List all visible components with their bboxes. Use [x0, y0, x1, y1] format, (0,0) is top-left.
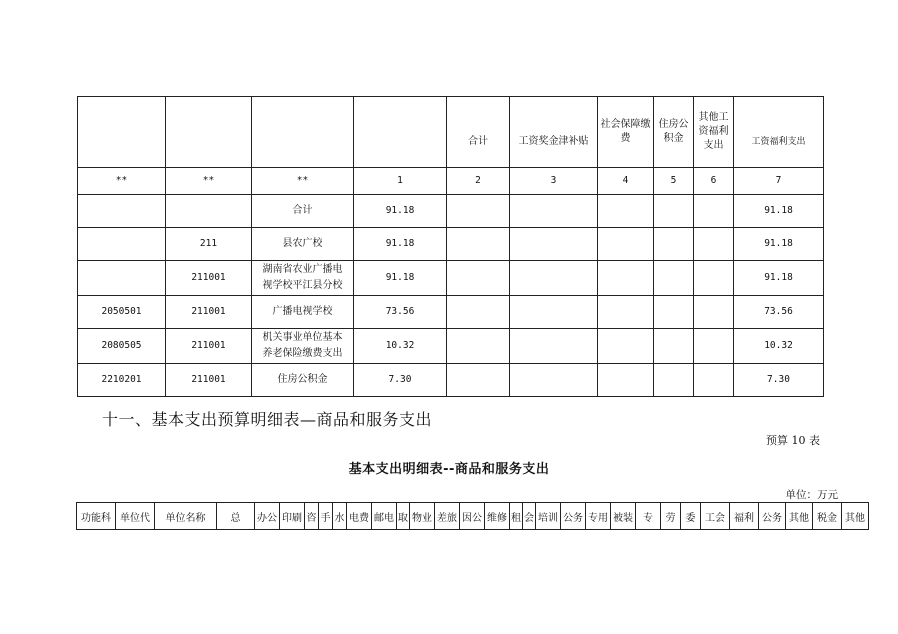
table-cell — [654, 296, 694, 329]
table-cell — [510, 329, 598, 364]
table-cell — [510, 261, 598, 296]
table-cell — [447, 261, 510, 296]
table-header-row — [77, 503, 869, 530]
table-row — [78, 329, 824, 364]
table-cell — [78, 195, 166, 228]
header-cell: 公务 — [561, 503, 586, 530]
header-cell: 税金 — [813, 503, 842, 530]
header-cell — [252, 97, 354, 168]
header-cell: 水 — [333, 503, 347, 530]
index-cell: 2 — [447, 168, 510, 195]
table-cell: 10.32 — [734, 329, 824, 364]
header-cell: 电费 — [347, 503, 372, 530]
table-cell: 7.30 — [354, 364, 447, 397]
page-title: 基本支出明细表--商品和服务支出 — [348, 462, 550, 477]
table-cell — [166, 195, 252, 228]
table-cell: 2210201 — [78, 364, 166, 397]
table-cell — [510, 228, 598, 261]
index-cell: 7 — [734, 168, 824, 195]
index-cell: ** — [166, 168, 252, 195]
table-row — [78, 261, 824, 296]
table-cell: 91.18 — [354, 195, 447, 228]
table-cell — [654, 261, 694, 296]
header-cell: 印刷 — [280, 503, 305, 530]
index-cell: 5 — [654, 168, 694, 195]
table-cell: 91.18 — [734, 195, 824, 228]
table-cell — [598, 329, 654, 364]
header-cell: 单位名称 — [155, 503, 217, 530]
header-cell: 委 — [681, 503, 701, 530]
header-cell: 专用 — [586, 503, 611, 530]
table-cell: 91.18 — [734, 228, 824, 261]
table-cell — [447, 364, 510, 397]
header-cell: 社会保障缴费 — [598, 97, 654, 168]
index-cell: ** — [78, 168, 166, 195]
column-index-row — [78, 168, 824, 195]
table-row — [78, 228, 824, 261]
header-cell: 邮电 — [372, 503, 397, 530]
goods-services-table — [76, 502, 869, 530]
table-cell — [510, 296, 598, 329]
header-cell: 合计 — [447, 97, 510, 168]
table-cell — [78, 228, 166, 261]
header-cell: 手 — [319, 503, 333, 530]
table-cell — [598, 228, 654, 261]
header-cell: 物业 — [410, 503, 435, 530]
table-row — [78, 364, 824, 397]
header-cell: 取 — [397, 503, 410, 530]
table-cell: 73.56 — [354, 296, 447, 329]
table-cell — [447, 296, 510, 329]
table-cell: 广播电视学校 — [252, 296, 354, 329]
header-cell: 工资福利支出 — [734, 97, 824, 168]
index-cell: 4 — [598, 168, 654, 195]
table-cell: 10.32 — [354, 329, 447, 364]
table-cell — [694, 296, 734, 329]
table-cell — [694, 329, 734, 364]
table-cell: 211001 — [166, 364, 252, 397]
header-cell: 因公 — [460, 503, 485, 530]
table-cell — [598, 195, 654, 228]
index-cell: 3 — [510, 168, 598, 195]
table-cell: 91.18 — [734, 261, 824, 296]
table-header-row — [78, 97, 824, 168]
table-cell — [598, 296, 654, 329]
table-cell: 91.18 — [354, 261, 447, 296]
header-cell: 其他 — [786, 503, 813, 530]
header-cell: 其他 — [842, 503, 869, 530]
header-cell: 劳 — [661, 503, 681, 530]
header-cell: 功能科 — [77, 503, 116, 530]
header-cell: 专 — [636, 503, 661, 530]
table-cell — [694, 195, 734, 228]
section-title: 十一、基本支出预算明细表—商品和服务支出 — [102, 410, 433, 429]
index-cell: ** — [252, 168, 354, 195]
table-cell — [510, 364, 598, 397]
table-cell — [447, 329, 510, 364]
table-row — [78, 195, 824, 228]
header-cell: 住房公积金 — [654, 97, 694, 168]
unit-label: 单位：万元 — [785, 489, 838, 501]
header-cell: 福利 — [730, 503, 759, 530]
table-cell — [694, 364, 734, 397]
table-cell — [694, 228, 734, 261]
index-cell: 6 — [694, 168, 734, 195]
table-cell: 211001 — [166, 261, 252, 296]
table-cell: 211 — [166, 228, 252, 261]
table-cell — [654, 329, 694, 364]
header-cell: 其他工资福利支出 — [694, 97, 734, 168]
header-cell: 会 — [523, 503, 536, 530]
table-cell: 7.30 — [734, 364, 824, 397]
header-cell: 工资奖金津补贴 — [510, 97, 598, 168]
table-number: 预算 10 表 — [766, 434, 820, 447]
table-cell: 211001 — [166, 296, 252, 329]
table-cell — [598, 261, 654, 296]
wage-welfare-table — [77, 96, 824, 397]
table-cell: 机关事业单位基本养老保险缴费支出 — [252, 329, 354, 364]
table-cell: 住房公积金 — [252, 364, 354, 397]
header-cell: 工会 — [701, 503, 730, 530]
table-cell: 合计 — [252, 195, 354, 228]
header-cell: 被装 — [611, 503, 636, 530]
header-cell: 差旅 — [435, 503, 460, 530]
table-cell — [694, 261, 734, 296]
header-cell: 租 — [510, 503, 523, 530]
table-cell: 73.56 — [734, 296, 824, 329]
table-cell — [654, 228, 694, 261]
table-cell: 2080505 — [78, 329, 166, 364]
header-cell — [354, 97, 447, 168]
table-cell — [598, 364, 654, 397]
header-cell: 维修 — [485, 503, 510, 530]
table-cell — [510, 195, 598, 228]
header-cell: 单位代 — [116, 503, 155, 530]
table-cell — [654, 364, 694, 397]
table-row — [78, 296, 824, 329]
table-cell: 211001 — [166, 329, 252, 364]
table-cell: 91.18 — [354, 228, 447, 261]
table-cell — [447, 228, 510, 261]
header-cell: 咨 — [305, 503, 319, 530]
header-cell — [166, 97, 252, 168]
table-cell: 2050501 — [78, 296, 166, 329]
header-cell: 办公 — [255, 503, 280, 530]
table-cell — [654, 195, 694, 228]
index-cell: 1 — [354, 168, 447, 195]
header-cell: 培训 — [536, 503, 561, 530]
table-cell: 湖南省农业广播电视学校平江县分校 — [252, 261, 354, 296]
table-cell — [78, 261, 166, 296]
header-cell: 公务 — [759, 503, 786, 530]
header-cell — [78, 97, 166, 168]
table-cell: 县农广校 — [252, 228, 354, 261]
header-cell: 总 — [217, 503, 255, 530]
table-cell — [447, 195, 510, 228]
